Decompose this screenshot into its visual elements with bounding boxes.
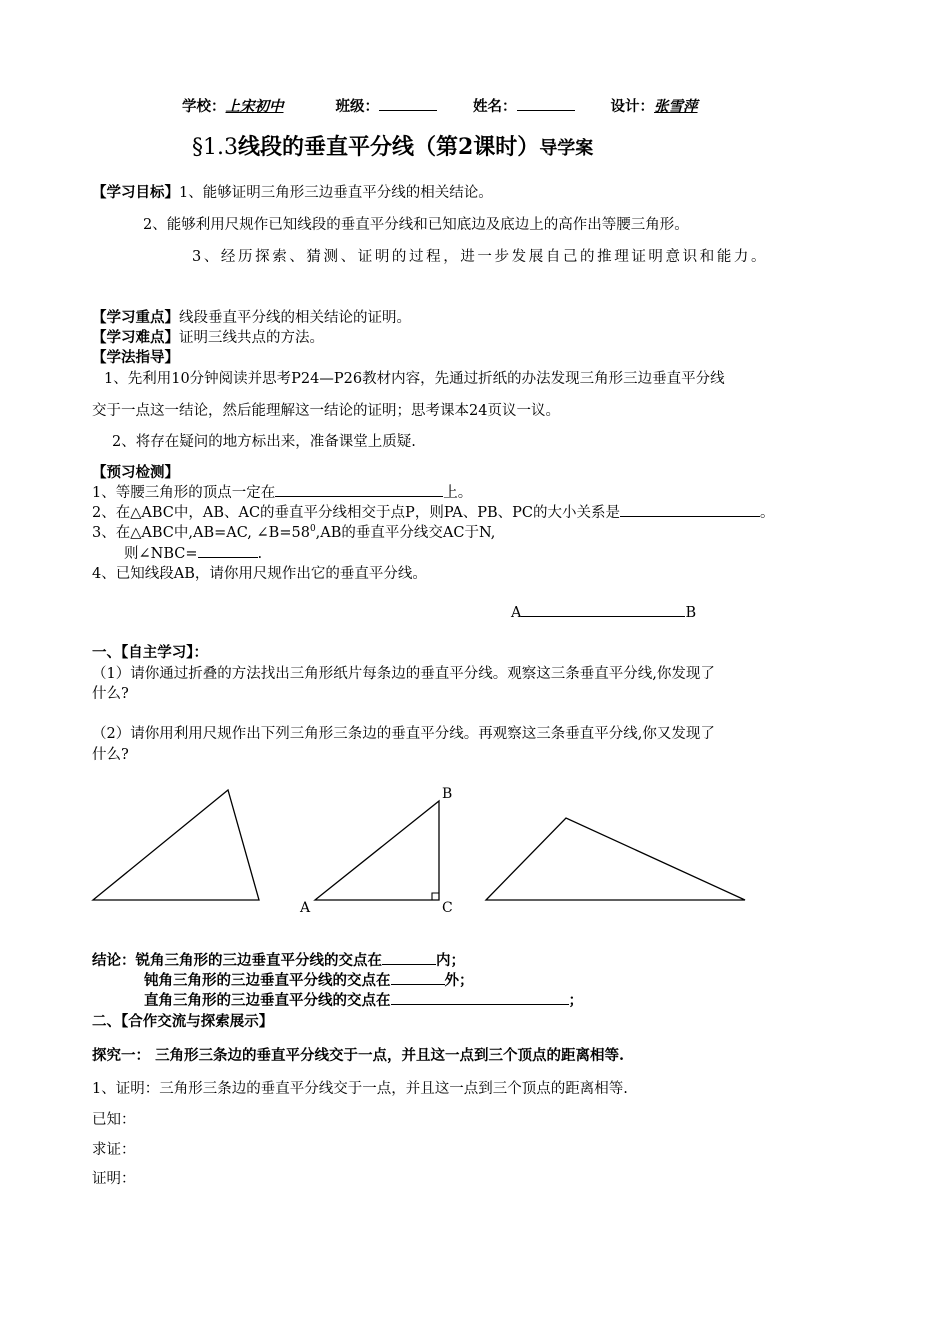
conclusion-line-3	[144, 989, 583, 1010]
conclusion-1-blank[interactable]	[382, 950, 436, 965]
q1-text: 1、等腰三角形的顶点一定在	[92, 485, 276, 501]
key-point-text: 线段垂直平分线的相关结论的证明。	[179, 310, 411, 326]
name-blank[interactable]	[517, 96, 575, 111]
title-main: 线段的垂直平分线（第2课时）	[238, 134, 540, 160]
title-section: §1.3	[192, 135, 238, 160]
proof-task: 1、证明：三角形三条边的垂直平分线交于一点，并且这一点到三个顶点的距离相等.	[92, 1081, 628, 1097]
guide-label: 【学法指导】	[92, 349, 179, 366]
name-label: 姓名：	[473, 98, 517, 115]
q3-text-2: ,AB的垂直平分线交AC于N,	[315, 525, 496, 541]
cooperation-heading: 二、【合作交流与探索展示】	[92, 1013, 274, 1030]
preview-q4: 4、已知线段AB，请你用尺规作出它的垂直平分线。	[92, 566, 427, 582]
self-study-p2b: 什么?	[92, 747, 129, 763]
guide-line-1: 1、先利用10分钟阅读并思考P24—P26教材内容，先通过折纸的办法发现三角形三边垂直平分线	[104, 371, 725, 387]
explore-line	[92, 1044, 624, 1065]
self-study-p1a: （1）请你通过折叠的方法找出三角形纸片每条边的垂直平分线。观察这三条垂直平分线,你发现了	[92, 666, 715, 682]
designer-value: 张雪萍	[654, 98, 698, 115]
title-suffix: 导学案	[539, 138, 594, 159]
q1-blank[interactable]	[275, 482, 443, 497]
prove-label: 求证：	[92, 1142, 136, 1158]
difficulty-line	[92, 326, 324, 347]
vertex-label-c: C	[442, 900, 453, 916]
q2-blank[interactable]	[620, 502, 760, 517]
self-study-p1b: 什么?	[92, 686, 129, 702]
key-point-label: 【学习重点】	[92, 309, 179, 326]
conclusion-3-blank[interactable]	[391, 990, 569, 1005]
conclusion-line-1	[92, 949, 465, 970]
goal-line-1	[92, 181, 493, 202]
key-point-line	[92, 306, 411, 327]
acute-triangle	[93, 790, 259, 900]
q3-text: 3、在△ABC中,AB=AC, ∠B=58	[92, 525, 310, 541]
q2-end: 。	[759, 505, 775, 521]
conclusion-1-end: 内；	[436, 952, 465, 969]
guide-line-2: 交于一点这一结论，然后能理解这一结论的证明；思考课本24页议一议。	[92, 403, 560, 419]
preview-q3-answer	[124, 542, 262, 563]
designer-label: 设计：	[610, 98, 654, 115]
conclusion-3-end: ；	[568, 992, 583, 1009]
segment-label-a: A	[511, 605, 522, 621]
q3-blank[interactable]	[198, 543, 258, 558]
class-blank[interactable]	[379, 96, 437, 111]
known-label: 已知：	[92, 1112, 136, 1128]
difficulty-label: 【学习难点】	[92, 329, 179, 346]
guide-line-3: 2、将存在疑问的地方标出来，准备课堂上质疑.	[112, 434, 416, 450]
conclusion-1-text: 锐角三角形的三边垂直平分线的交点在	[135, 952, 382, 969]
preview-q1	[92, 481, 472, 502]
self-study-heading: 一、【自主学习】：	[92, 644, 208, 661]
segment-label-b: B	[685, 605, 697, 621]
conclusion-2-text: 钝角三角形的三边垂直平分线的交点在	[144, 972, 391, 989]
proof-label: 证明：	[92, 1171, 136, 1187]
q3-answer-label: 则∠NBC=	[124, 546, 198, 562]
goals-label: 【学习目标】	[92, 184, 179, 201]
conclusion-2-end: 外；	[444, 972, 474, 989]
q1-end: 上。	[443, 485, 473, 501]
self-study-p2a: （2）请你用利用尺规作出下列三角形三条边的垂直平分线。再观察这三条垂直平分线,你又发现了	[92, 726, 715, 742]
class-label: 班级：	[335, 98, 379, 115]
segment-ab	[511, 602, 696, 621]
goal-3: 3、经历探索、猜测、证明的过程，进一步发展自己的推理证明意识和能力。	[192, 249, 769, 265]
explore-text: 三角形三条边的垂直平分线交于一点，并且这一点到三个顶点的距离相等.	[155, 1047, 625, 1064]
segment-line	[521, 602, 685, 617]
conclusion-label: 结论：	[92, 952, 136, 969]
q3-degree: 0	[309, 524, 316, 535]
obtuse-triangle	[486, 818, 745, 900]
goal-2: 2、能够利用尺规作已知线段的垂直平分线和已知底边及底边上的高作出等腰三角形。	[143, 217, 689, 233]
page-title	[192, 130, 593, 161]
school-label: 学校：	[182, 98, 226, 115]
preview-label: 【预习检测】	[92, 464, 179, 481]
conclusion-line-2	[144, 969, 474, 990]
school-value: 上宋初中	[225, 98, 284, 115]
explore-label: 探究一：	[92, 1047, 150, 1064]
vertex-label-a: A	[300, 900, 311, 916]
conclusion-3-text: 直角三角形的三边垂直平分线的交点在	[144, 992, 391, 1009]
triangles-figure	[0, 770, 950, 920]
q2-text: 2、在△ABC中，AB、AC的垂直平分线相交于点P，则PA、PB、PC的大小关系是	[92, 505, 620, 521]
conclusion-2-blank[interactable]	[391, 970, 445, 985]
header-line	[182, 95, 698, 116]
goal-1: 1、能够证明三角形三边垂直平分线的相关结论。	[179, 185, 493, 201]
right-triangle	[315, 801, 439, 900]
right-angle-mark	[432, 893, 439, 900]
preview-q2	[92, 501, 774, 522]
difficulty-text: 证明三线共点的方法。	[179, 330, 324, 346]
preview-q3	[92, 521, 495, 542]
q3-end: .	[257, 546, 263, 562]
vertex-label-b: B	[442, 786, 453, 802]
